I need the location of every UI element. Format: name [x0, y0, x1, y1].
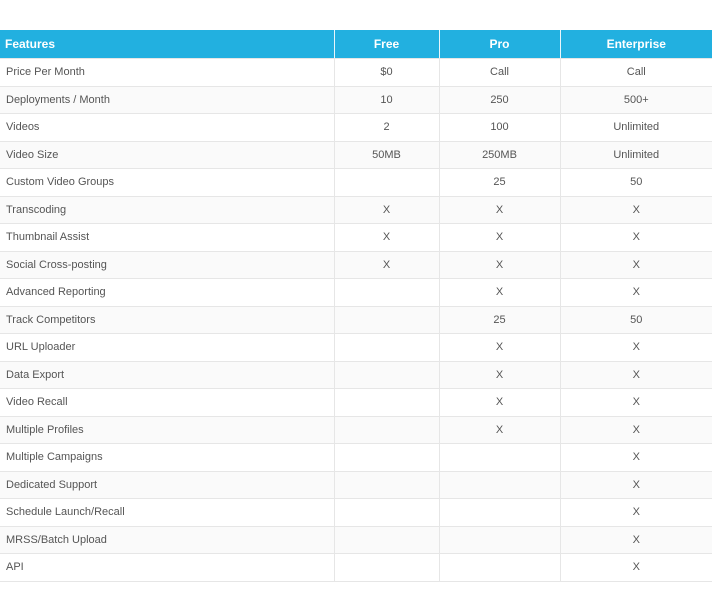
table-row	[0, 471, 712, 499]
feature-name-cell: Custom Video Groups	[0, 169, 334, 197]
header-row	[0, 30, 712, 59]
table-row	[0, 141, 712, 169]
free-value-cell: $0	[334, 59, 439, 87]
feature-name-cell: Data Export	[0, 361, 334, 389]
pro-value-cell: Call	[439, 59, 560, 87]
table-row	[0, 86, 712, 114]
feature-name-cell: Transcoding	[0, 196, 334, 224]
enterprise-value-cell: 50	[560, 169, 712, 197]
table-row	[0, 444, 712, 472]
enterprise-value-cell: X	[560, 526, 712, 554]
pro-value-cell: X	[439, 361, 560, 389]
free-value-cell	[334, 279, 439, 307]
column-header-features: Features	[0, 30, 334, 59]
table-row	[0, 59, 712, 87]
free-value-cell	[334, 526, 439, 554]
pricing-comparison-table	[0, 30, 712, 582]
pro-value-cell: 250	[439, 86, 560, 114]
pro-value-cell: X	[439, 279, 560, 307]
enterprise-value-cell: X	[560, 471, 712, 499]
table-row	[0, 361, 712, 389]
enterprise-value-cell: Unlimited	[560, 141, 712, 169]
pro-value-cell: X	[439, 334, 560, 362]
feature-name-cell: Price Per Month	[0, 59, 334, 87]
feature-name-cell: Deployments / Month	[0, 86, 334, 114]
feature-name-cell: Social Cross-posting	[0, 251, 334, 279]
pro-value-cell: 25	[439, 306, 560, 334]
feature-name-cell: Schedule Launch/Recall	[0, 499, 334, 527]
free-value-cell	[334, 169, 439, 197]
column-header-free: Free	[334, 30, 439, 59]
feature-name-cell: Thumbnail Assist	[0, 224, 334, 252]
pro-value-cell: X	[439, 251, 560, 279]
table-row	[0, 251, 712, 279]
pro-value-cell: 100	[439, 114, 560, 142]
free-value-cell: X	[334, 196, 439, 224]
table-row	[0, 279, 712, 307]
column-header-enterprise: Enterprise	[560, 30, 712, 59]
pro-value-cell: X	[439, 416, 560, 444]
feature-name-cell: Multiple Campaigns	[0, 444, 334, 472]
pro-value-cell	[439, 499, 560, 527]
enterprise-value-cell: X	[560, 334, 712, 362]
feature-name-cell: MRSS/Batch Upload	[0, 526, 334, 554]
pro-value-cell: X	[439, 389, 560, 417]
enterprise-value-cell: X	[560, 279, 712, 307]
enterprise-value-cell: X	[560, 416, 712, 444]
pro-value-cell	[439, 471, 560, 499]
enterprise-value-cell: X	[560, 554, 712, 582]
table-header	[0, 30, 712, 59]
table-row	[0, 526, 712, 554]
table-row	[0, 554, 712, 582]
pricing-table-container	[0, 30, 712, 582]
enterprise-value-cell: X	[560, 499, 712, 527]
table-row	[0, 389, 712, 417]
free-value-cell	[334, 554, 439, 582]
enterprise-value-cell: 50	[560, 306, 712, 334]
free-value-cell	[334, 471, 439, 499]
feature-name-cell: Video Size	[0, 141, 334, 169]
feature-name-cell: API	[0, 554, 334, 582]
feature-name-cell: Dedicated Support	[0, 471, 334, 499]
free-value-cell	[334, 361, 439, 389]
enterprise-value-cell: X	[560, 444, 712, 472]
feature-name-cell: Video Recall	[0, 389, 334, 417]
free-value-cell	[334, 334, 439, 362]
free-value-cell	[334, 444, 439, 472]
column-header-pro: Pro	[439, 30, 560, 59]
feature-name-cell: Multiple Profiles	[0, 416, 334, 444]
pro-value-cell: 250MB	[439, 141, 560, 169]
enterprise-value-cell: X	[560, 224, 712, 252]
feature-name-cell: URL Uploader	[0, 334, 334, 362]
enterprise-value-cell: Call	[560, 59, 712, 87]
table-row	[0, 499, 712, 527]
free-value-cell	[334, 499, 439, 527]
enterprise-value-cell: X	[560, 196, 712, 224]
table-row	[0, 169, 712, 197]
table-row	[0, 416, 712, 444]
pro-value-cell	[439, 554, 560, 582]
pro-value-cell: X	[439, 196, 560, 224]
pro-value-cell	[439, 526, 560, 554]
pro-value-cell: 25	[439, 169, 560, 197]
table-row	[0, 224, 712, 252]
table-row	[0, 306, 712, 334]
feature-name-cell: Advanced Reporting	[0, 279, 334, 307]
enterprise-value-cell: X	[560, 389, 712, 417]
free-value-cell	[334, 416, 439, 444]
table-body	[0, 59, 712, 582]
free-value-cell	[334, 306, 439, 334]
table-row	[0, 114, 712, 142]
enterprise-value-cell: X	[560, 251, 712, 279]
free-value-cell: 10	[334, 86, 439, 114]
free-value-cell: 2	[334, 114, 439, 142]
pro-value-cell	[439, 444, 560, 472]
feature-name-cell: Videos	[0, 114, 334, 142]
feature-name-cell: Track Competitors	[0, 306, 334, 334]
enterprise-value-cell: X	[560, 361, 712, 389]
enterprise-value-cell: 500+	[560, 86, 712, 114]
free-value-cell	[334, 389, 439, 417]
free-value-cell: 50MB	[334, 141, 439, 169]
free-value-cell: X	[334, 251, 439, 279]
free-value-cell: X	[334, 224, 439, 252]
enterprise-value-cell: Unlimited	[560, 114, 712, 142]
pro-value-cell: X	[439, 224, 560, 252]
table-row	[0, 334, 712, 362]
table-row	[0, 196, 712, 224]
